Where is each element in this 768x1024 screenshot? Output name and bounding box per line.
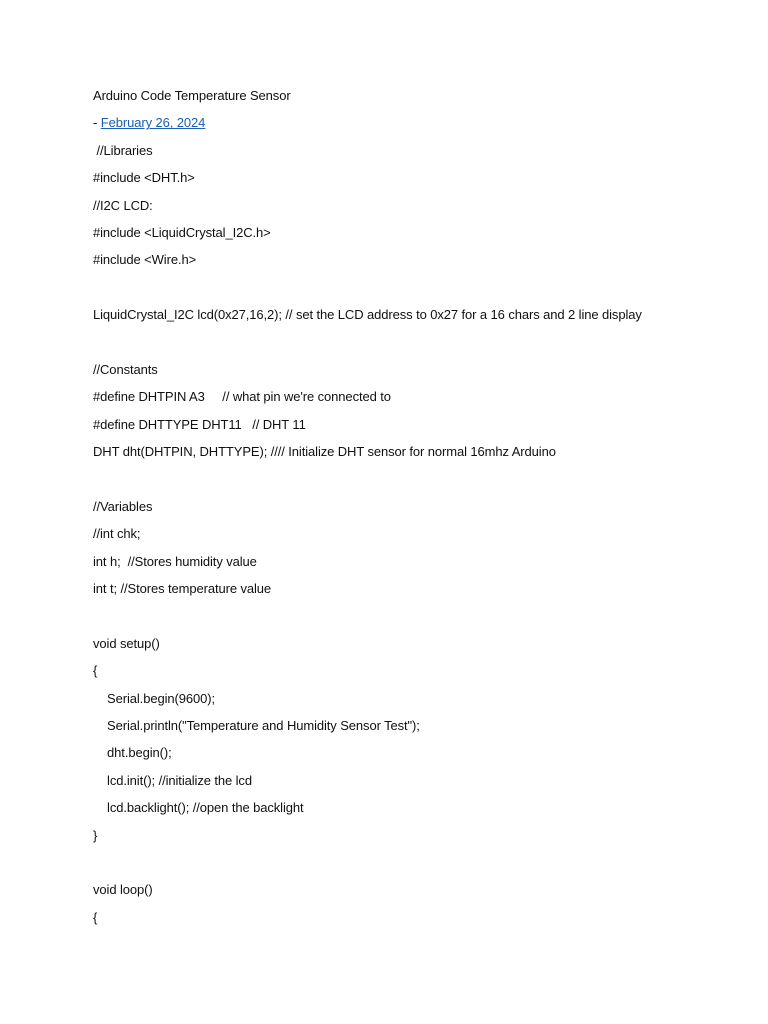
code-line: //Libraries <box>93 142 153 158</box>
blank-line <box>93 465 733 492</box>
code-line: #define DHTTYPE DHT11 // DHT 11 <box>93 416 306 432</box>
code-line: void loop() <box>93 882 153 898</box>
code-line: Serial.println("Temperature and Humidity Sensor Test"); <box>93 717 420 733</box>
date-link[interactable]: February 26, 2024 <box>100 115 206 131</box>
code-line: //Variables <box>93 498 153 514</box>
document-body <box>93 82 733 931</box>
code-line: //I2C LCD: <box>93 197 153 213</box>
code-line: Serial.begin(9600); <box>93 690 215 706</box>
code-line: #include <Wire.h> <box>93 252 197 268</box>
blank-line <box>93 602 733 629</box>
code-line: LiquidCrystal_I2C lcd(0x27,16,2); // set the LCD address to 0x27 for a 16 chars and 2 line display <box>93 307 642 323</box>
code-line: dht.begin(); <box>93 745 172 761</box>
blank-line <box>93 274 733 301</box>
code-line: DHT dht(DHTPIN, DHTTYPE); //// Initialize DHT sensor for normal 16mhz Arduino <box>93 444 556 460</box>
blank-line <box>93 329 733 356</box>
code-line: lcd.init(); //initialize the lcd <box>93 772 252 788</box>
code-line: int t; //Stores temperature value <box>93 581 272 597</box>
code-line: #include <LiquidCrystal_I2C.h> <box>93 224 271 240</box>
code-line: #define DHTPIN A3 // what pin we're connected to <box>93 389 391 405</box>
code-line: int h; //Stores humidity value <box>93 553 257 569</box>
date-line <box>93 109 733 136</box>
code-line: void setup() <box>93 635 160 651</box>
code-line: { <box>93 909 98 925</box>
code-block <box>93 137 733 931</box>
blank-line <box>93 849 733 876</box>
date-prefix: - <box>93 115 101 131</box>
code-line: #include <DHT.h> <box>93 170 195 186</box>
code-line: lcd.backlight(); //open the backlight <box>93 800 304 816</box>
document-title: Arduino Code Temperature Sensor <box>93 88 291 103</box>
code-line: //int chk; <box>93 526 141 542</box>
code-line: { <box>93 663 98 679</box>
code-line: //Constants <box>93 361 158 377</box>
code-line: } <box>93 827 98 843</box>
